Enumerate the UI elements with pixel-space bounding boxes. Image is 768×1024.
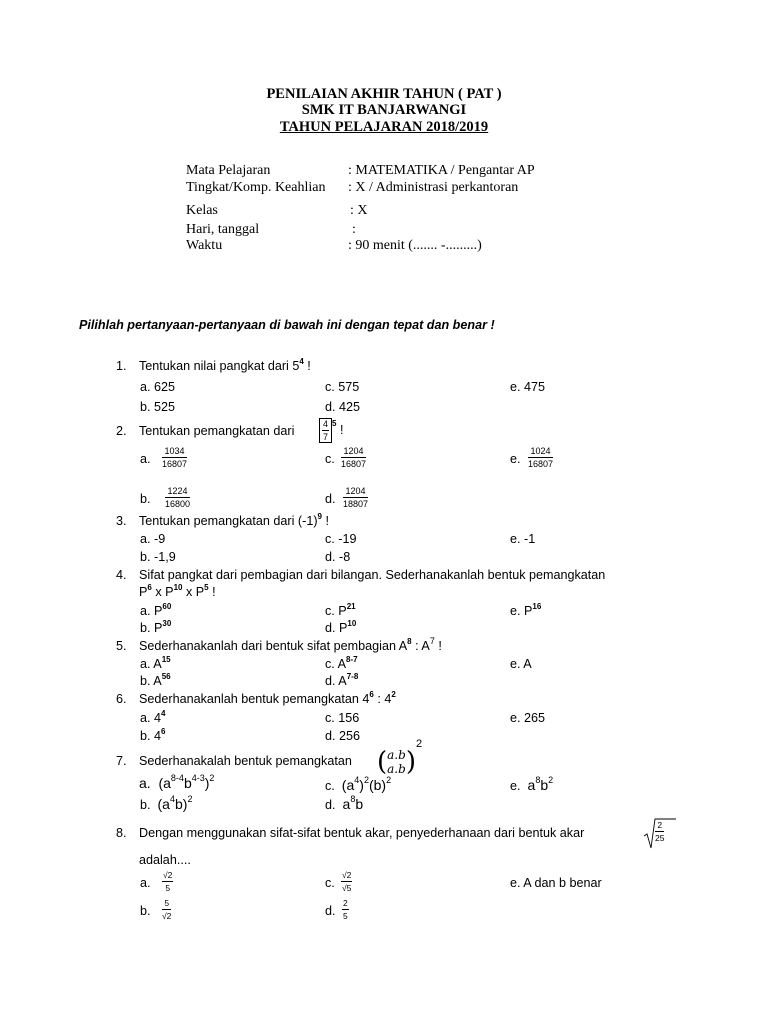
denominator: √2	[162, 911, 172, 921]
question-text-tail: !	[321, 514, 329, 528]
option-c-label[interactable]: c.	[325, 876, 335, 890]
denominator: 5	[343, 911, 348, 921]
meta-level-value: : X / Administrasi perkantoran	[348, 180, 519, 195]
exam-title: PENILAIAN AKHIR TAHUN ( PAT )	[266, 86, 502, 102]
numerator: √2	[163, 870, 173, 880]
denominator: 7	[323, 432, 329, 442]
option-b-label[interactable]: b.	[140, 904, 151, 918]
option-e[interactable]: e. -1	[510, 532, 536, 546]
numerator: 1204	[343, 486, 368, 498]
option-a[interactable]	[140, 657, 171, 671]
option-a[interactable]	[140, 604, 171, 618]
meta-time-value: : 90 menit (....... -.........)	[348, 238, 482, 253]
numerator: 2	[655, 820, 664, 832]
option-e[interactable]	[510, 777, 553, 793]
meta-subject-value: : MATEMATIKA / Pengantar AP	[348, 163, 535, 178]
option-c-fraction[interactable]	[341, 870, 352, 893]
option-e-fraction[interactable]	[528, 446, 553, 469]
fraction	[322, 419, 329, 442]
option-text: a. P	[140, 604, 163, 618]
option-b[interactable]	[140, 796, 192, 812]
meta-level-label: Tingkat/Komp. Keahlian	[186, 180, 326, 195]
option-text: d. A	[325, 674, 347, 688]
term: x P	[182, 585, 205, 599]
denominator: 25	[655, 833, 665, 843]
denominator: 16807	[341, 459, 367, 469]
exponent: 4	[354, 775, 360, 785]
question-text-line2: adalah....	[139, 853, 191, 867]
numerator: √2	[342, 870, 352, 880]
exponent: 8	[350, 794, 356, 804]
exponent: 10	[173, 583, 183, 592]
question-text	[139, 514, 329, 528]
numerator: 1034	[162, 446, 187, 458]
term: P	[139, 585, 148, 599]
option-b[interactable]	[140, 729, 165, 743]
option-d[interactable]: d. 425	[325, 400, 361, 414]
question-number: 6.	[116, 692, 127, 706]
option-d-label[interactable]: d.	[325, 904, 336, 918]
option-d-fraction[interactable]	[343, 486, 368, 509]
denominator: 16800	[165, 499, 191, 509]
term: )	[204, 775, 210, 791]
option-b-fraction[interactable]	[162, 898, 171, 921]
option-a[interactable]: a. -9	[140, 532, 166, 546]
bracket	[319, 418, 332, 443]
option-text: c. A	[325, 657, 346, 671]
denominator: 16807	[528, 459, 554, 469]
denominator: √5	[342, 883, 352, 893]
option-c[interactable]: c. -19	[325, 532, 357, 546]
exponent: 60	[162, 602, 172, 611]
option-d[interactable]	[325, 621, 356, 635]
meta-time-label: Waktu	[186, 238, 223, 253]
exponent: 21	[346, 602, 356, 611]
option-b[interactable]	[140, 621, 171, 635]
paren-fraction	[377, 738, 423, 777]
term: a	[527, 777, 536, 793]
option-label: d.	[325, 798, 336, 812]
option-text: b. P	[140, 621, 163, 635]
option-label: c.	[325, 779, 335, 793]
question-number: 5.	[116, 639, 127, 653]
left-paren-icon: (	[377, 746, 388, 777]
term: (a	[157, 796, 170, 812]
meta-date-value: :	[352, 222, 356, 237]
option-label: b.	[140, 798, 151, 812]
exponent: 4	[169, 794, 175, 804]
exponent: 8	[535, 775, 541, 785]
exponent: 6	[147, 583, 152, 592]
exponent: 16	[532, 602, 542, 611]
exponent: 4-3	[191, 773, 205, 783]
question-number: 1.	[116, 359, 127, 373]
option-a[interactable]	[139, 775, 214, 791]
meta-date-label: Hari, tanggal	[186, 222, 260, 237]
question-text-main: Tentukan pemangkatan dari (-1)	[139, 514, 318, 528]
school-name: SMK IT BANJARWANGI	[301, 102, 467, 118]
question-text-mid: : A	[411, 639, 430, 653]
question-number: 3.	[116, 514, 127, 528]
question-number: 2.	[116, 424, 127, 438]
exponent: 30	[162, 619, 172, 628]
option-c-label[interactable]: c.	[325, 452, 335, 466]
option-b[interactable]: b. 525	[140, 400, 176, 414]
numerator: 2	[343, 898, 348, 908]
exponent: 5	[204, 583, 209, 592]
exponent: 10	[347, 619, 357, 628]
question-text	[139, 359, 311, 373]
fraction	[387, 748, 406, 776]
meta-class-label: Kelas	[186, 203, 218, 218]
denominator: a.b	[387, 761, 406, 776]
term: )	[359, 777, 364, 793]
question-text-line2	[139, 585, 216, 599]
term: (b)	[368, 777, 387, 793]
question-text: Sederhanakalah bentuk pemangkatan	[139, 754, 352, 768]
school-year: TAHUN PELAJARAN 2018/2019	[279, 119, 489, 135]
exponent: 2	[415, 738, 423, 750]
bracket-fraction	[319, 418, 343, 443]
option-d[interactable]	[325, 674, 358, 688]
option-d-fraction[interactable]	[342, 898, 349, 921]
term: b	[355, 796, 364, 812]
option-label: e.	[510, 779, 521, 793]
exponent: 2	[209, 773, 215, 783]
numerator: a.b	[387, 747, 406, 762]
meta-subject-label: Mata Pelajaran	[186, 163, 271, 178]
option-text: d. P	[325, 621, 348, 635]
right-paren-icon: )	[405, 746, 416, 777]
question-text-tail: !	[434, 639, 442, 653]
exponent: 4	[161, 709, 166, 718]
exponent: 7	[429, 636, 435, 646]
option-a-label[interactable]: a.	[140, 876, 151, 890]
exponent: 7-8	[346, 672, 359, 681]
option-b-fraction[interactable]	[165, 486, 190, 509]
question-text-tail: !	[208, 585, 216, 599]
denominator: 5	[165, 883, 171, 893]
numerator: 4	[323, 419, 329, 429]
denominator: 18807	[343, 499, 369, 509]
term: x P	[151, 585, 174, 599]
fraction	[655, 820, 664, 843]
question-text-mid: : 4	[373, 692, 392, 706]
exponent: 2	[363, 775, 369, 785]
question-text-main: Sederhanakanlah dari bentuk sifat pembagian A	[139, 639, 408, 653]
question-text-tail: !	[336, 422, 344, 437]
option-c[interactable]	[325, 657, 358, 671]
option-text: b. 4	[140, 729, 162, 743]
exponent: 2	[187, 794, 193, 804]
option-text: a. 4	[140, 711, 162, 725]
option-e[interactable]	[510, 604, 541, 618]
question-text: Sifat pangkat dari pembagian dari bilangan. Sederhanakanlah bentuk pemangkatan	[139, 568, 606, 582]
exponent: 9	[317, 512, 322, 521]
exponent: 2	[548, 775, 554, 785]
option-c[interactable]: c. 575	[325, 380, 360, 394]
option-e-label[interactable]: e.	[510, 452, 521, 466]
option-a-fraction[interactable]	[162, 446, 187, 469]
numerator: 1224	[165, 486, 190, 498]
option-d[interactable]	[325, 796, 363, 812]
exponent: 4	[299, 357, 304, 366]
question-text-tail: !	[303, 359, 311, 373]
question-text-main: Sederhanakanlah bentuk pemangkatan 4	[139, 692, 370, 706]
exponent: 56	[161, 672, 171, 681]
exponent: 6	[369, 690, 374, 699]
option-e[interactable]: e. A dan b benar	[510, 876, 602, 890]
option-b[interactable]: b. -1,9	[140, 550, 176, 564]
question-number: 7.	[116, 754, 127, 768]
term: b	[183, 775, 192, 791]
question-number: 8.	[116, 826, 127, 840]
option-a[interactable]: a. 625	[140, 380, 176, 394]
option-e[interactable]: e. A	[510, 657, 532, 671]
option-e[interactable]: e. 265	[510, 711, 546, 725]
exponent: 2	[386, 775, 392, 785]
term: b)	[174, 796, 188, 812]
option-d-label[interactable]: d.	[325, 492, 336, 506]
option-a-label[interactable]: a.	[140, 452, 151, 466]
option-c[interactable]: c. 156	[325, 711, 360, 725]
option-c-fraction[interactable]	[341, 446, 366, 469]
option-text: a. A	[140, 657, 162, 671]
exponent: 5	[332, 418, 337, 428]
option-text: c. P	[325, 604, 347, 618]
exponent: 6	[161, 727, 166, 736]
exponent: 8-7	[346, 655, 358, 664]
option-a-fraction[interactable]	[162, 870, 173, 893]
term: a	[342, 796, 351, 812]
option-b-label[interactable]: b.	[140, 492, 151, 506]
question-text-main: Tentukan nilai pangkat dari 5	[139, 359, 300, 373]
exponent: 15	[161, 655, 171, 664]
option-a[interactable]	[140, 711, 165, 725]
exponent: 2	[391, 690, 396, 699]
option-d[interactable]: d. 256	[325, 729, 361, 743]
option-c[interactable]	[325, 777, 391, 793]
term: (a	[341, 777, 355, 793]
term: b	[540, 777, 549, 793]
question-text: Dengan menggunakan sifat-sifat bentuk akar, penyederhanaan dari bentuk akar	[139, 826, 585, 840]
question-text	[139, 636, 442, 653]
meta-class-value: : X	[350, 203, 368, 218]
numerator: 1204	[341, 446, 366, 458]
term: (a	[158, 775, 171, 791]
numerator: 1024	[528, 446, 553, 458]
exponent: 8	[407, 637, 412, 646]
exponent: 8-4	[170, 773, 184, 783]
option-e[interactable]: e. 475	[510, 380, 546, 394]
option-d[interactable]: d. -8	[325, 550, 351, 564]
numerator: 5	[162, 898, 171, 910]
option-b[interactable]	[140, 674, 171, 688]
question-text: Tentukan pemangkatan dari	[139, 424, 295, 438]
option-text: e. P	[510, 604, 533, 618]
question-number: 4.	[116, 568, 127, 582]
option-c[interactable]	[325, 604, 356, 618]
denominator: 16807	[162, 459, 188, 469]
question-text	[139, 692, 396, 706]
option-label: a.	[139, 775, 151, 791]
instruction: Pilihlah pertanyaan-pertanyaan di bawah ini dengan tepat dan benar !	[79, 318, 495, 332]
option-text: b. A	[140, 674, 162, 688]
